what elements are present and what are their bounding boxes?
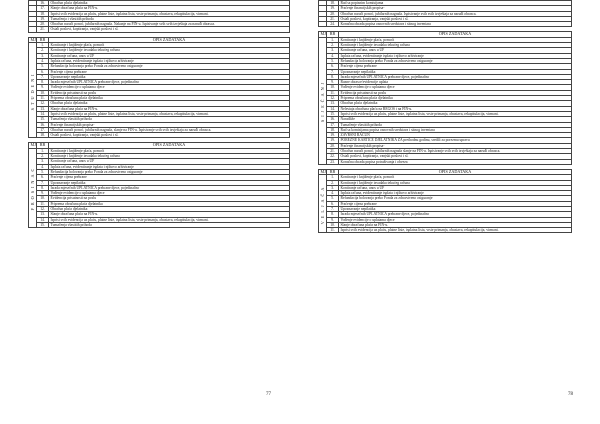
- row-number: 11.: [327, 90, 339, 95]
- row-number: 3.: [37, 53, 49, 58]
- row-number: 7.: [37, 74, 49, 79]
- left-page: [28, 0, 290, 397]
- page-number-right: 78: [568, 392, 573, 397]
- task-text: Kontiranje i knjiženje plaća, pomoći: [339, 175, 572, 180]
- task-text: Tumačenja vlastitih prihoda: [49, 117, 290, 122]
- row-number: 4.: [37, 164, 49, 169]
- row-number: 6.: [37, 175, 49, 180]
- task-text: Ostali poslovi, koptiranja, vanjski poslovi i sl.: [49, 133, 290, 138]
- row-number: 18.: [37, 133, 49, 138]
- task-text: Isplata računa, evidentiranje isplata i njihovo arhiviranje: [339, 191, 572, 196]
- header-opis: OPIS ZADATAKA: [339, 169, 572, 174]
- row-number: 2.: [37, 48, 49, 53]
- task-text: Refundacija bolovanja preko Fonda za zdravstveno osiguranje: [49, 64, 290, 69]
- header-opis: OPIS ZADATAKA: [49, 37, 290, 42]
- row-number: 1.: [37, 43, 49, 48]
- empty-cell: [29, 27, 37, 32]
- page-number-left: 77: [266, 392, 271, 397]
- month-table: [318, 169, 572, 234]
- task-text: Kontiranje računa, unos u UF: [49, 159, 290, 164]
- month-table: [28, 142, 290, 228]
- task-text: Isprisi svih evidencija uz plaću, platne liste, isplatna lista, vrste primanja, obustava, rekapitulacija, virmani.: [339, 228, 572, 233]
- row-number: 19.: [37, 16, 49, 21]
- table-row: [319, 22, 572, 27]
- task-text: Kontiranje i knjiženje plaća, pomoći: [49, 148, 290, 153]
- empty-cell: [319, 22, 327, 27]
- task-text: Isplata računa, evidentiranje isplata i njihovo arhiviranje: [339, 53, 572, 58]
- row-number: 8.: [327, 74, 339, 79]
- left-top-table: [28, 0, 290, 33]
- task-text: Refundacija bolovanja preko Fonda za zdravstveno osiguranje: [339, 196, 572, 201]
- header-rb: RB: [327, 169, 339, 174]
- row-number: 6.: [327, 201, 339, 206]
- header-rb: RB: [327, 32, 339, 37]
- right-page: [318, 0, 573, 397]
- header-opis: OPIS ZADATAKA: [49, 143, 290, 148]
- task-text: Konačna obrada popisa osnovnih sredstava i sitnog inventara: [339, 22, 572, 27]
- row-number: 1.: [327, 175, 339, 180]
- month-label: VELJAČA: [319, 175, 327, 233]
- header-mj: MJ.: [30, 142, 37, 148]
- row-number: 10.: [327, 85, 339, 90]
- row-number: 16.: [37, 1, 49, 6]
- task-text: Vođenje evidencije o uplatama djece: [339, 85, 572, 90]
- task-text: Rad sa popisnim komisijama: [339, 1, 572, 6]
- row-number: 9.: [37, 85, 49, 90]
- task-text: Kontiranje i knjiženje izvadaka tekućeg računa: [49, 48, 290, 53]
- table-row: [29, 133, 290, 138]
- row-number: 17.: [37, 127, 49, 132]
- task-text: ZAVRŠNI RAČUN: [339, 133, 572, 138]
- row-number: 13.: [37, 212, 49, 217]
- row-number: 3.: [37, 159, 49, 164]
- row-number: 5.: [327, 58, 339, 63]
- task-text: Priprema obračuna plaća djelatnika: [339, 96, 572, 101]
- row-number: 13.: [327, 101, 339, 106]
- task-text: Vođenje evidencije o uplatama djece: [49, 85, 290, 90]
- row-number: 10.: [37, 196, 49, 201]
- task-text: Ostali poslovi, koptiranja, vanjski poslovi i sl.: [49, 27, 290, 32]
- row-number: 15.: [37, 117, 49, 122]
- row-number: 21.: [327, 149, 339, 154]
- row-number: 17.: [37, 6, 49, 11]
- row-number: 12.: [37, 206, 49, 211]
- row-number: 12.: [327, 96, 339, 101]
- task-text: Refundacija bolovanja preko Fonda za zdravstveno osiguranje: [339, 58, 572, 63]
- row-number: 1.: [327, 37, 339, 42]
- task-text: Rad sa komisijama popisa osnovnih sredstava i sitnog inventara: [339, 127, 572, 132]
- task-text: Obračun plaća djelatnika: [49, 1, 290, 6]
- task-text: Isprisi svih evidencija uz plaću, platne liste, isplatna lista, vrste primanja, obustava, rekapitulacija, virmani.: [49, 111, 290, 116]
- task-text: Kontiranje i knjiženje plaća, pomoći: [49, 43, 290, 48]
- task-text: Evidencija prisutnosti na poslu: [339, 90, 572, 95]
- row-number: 13.: [37, 106, 49, 111]
- task-text: Razne obrasce/evidencije uplata: [339, 80, 572, 85]
- task-text: Refundacija bolovanja preko Fonda za zdravstveno osiguranje: [49, 169, 290, 174]
- row-number: 9.: [327, 80, 339, 85]
- row-number: 9.: [327, 217, 339, 222]
- task-text: Kontiranje i knjiženje izvadaka tekućeg računa: [49, 154, 290, 159]
- task-text: Kontiranje računa, unos u UF: [339, 48, 572, 53]
- row-number: 21.: [37, 27, 49, 32]
- month-label: SIJEČANJ: [319, 37, 327, 164]
- row-number: 17.: [327, 122, 339, 127]
- row-number: 2.: [327, 180, 339, 185]
- task-text: POREZNE KARTICE DJELATNIKA ZA prethodnu godinu, sredili za porezmu upravu: [339, 138, 572, 143]
- month-table: [318, 31, 572, 164]
- row-number: 15.: [37, 222, 49, 227]
- task-text: Izrada mjesečnih UPLATNICA prehrane djece, pojedinačno: [339, 212, 572, 217]
- task-text: Praćenje cijena prehrane: [49, 175, 290, 180]
- task-text: Slanje obračuna plaća na FIN-u.: [49, 6, 290, 11]
- task-text: Priprema obračuna plaća djelatnika: [49, 201, 290, 206]
- row-number: 14.: [37, 111, 49, 116]
- header-rb: RB: [37, 143, 49, 148]
- row-number: 11.: [37, 201, 49, 206]
- row-number: 18.: [37, 11, 49, 16]
- header-mj: MJ.: [320, 168, 327, 174]
- row-number: 4.: [327, 53, 339, 58]
- row-number: 2.: [37, 154, 49, 159]
- row-number: 20.: [37, 22, 49, 27]
- row-number: 19.: [327, 133, 339, 138]
- row-number: 4.: [37, 58, 49, 63]
- task-text: Slanje obračuna plaća na FIN-u.: [49, 106, 290, 111]
- row-number: 6.: [37, 69, 49, 74]
- row-number: 7.: [327, 69, 339, 74]
- task-text: Obračun plaća djelatnika: [49, 101, 290, 106]
- row-number: 19.: [327, 6, 339, 11]
- row-number: 16.: [327, 117, 339, 122]
- right-top-table: [318, 0, 572, 27]
- table-row: [29, 222, 290, 227]
- task-text: Nelesiuja obračuna plaća na REGOS i na FIN-u.: [339, 106, 572, 111]
- task-text: Slanje obračuna plaća na FIN-u.: [339, 222, 572, 227]
- task-text: Obračun plaća djelatnika: [49, 206, 290, 211]
- row-number: 4.: [327, 191, 339, 196]
- row-number: 20.: [327, 143, 339, 148]
- month-label: PROSINAC: [29, 148, 37, 227]
- row-number: 11.: [327, 228, 339, 233]
- task-text: Isplata računa, evidentiranje isplata i njihovo arhiviranje: [49, 164, 290, 169]
- table-row: [29, 27, 290, 32]
- row-number: 19.: [327, 138, 339, 143]
- header-mj: MJ.: [320, 31, 327, 37]
- task-text: Praćenje financijskih propisa-: [49, 122, 290, 127]
- row-number: 8.: [37, 80, 49, 85]
- task-text: Kontiranje i knjiženje izvadaka tekućeg računa: [339, 180, 572, 185]
- row-number: 5.: [37, 64, 49, 69]
- task-text: Vođenje evidencije o uplatama djece: [49, 191, 290, 196]
- row-number: 12.: [37, 101, 49, 106]
- task-text: Praćenje financijskih propisa-: [339, 143, 572, 148]
- row-number: 16.: [37, 122, 49, 127]
- row-number: 5.: [327, 196, 339, 201]
- header-mj: MJ.: [30, 36, 37, 42]
- task-text: Isprisi svih evidencija uz plaću, platne liste, isplatna lista, vrste primanja, obustava, rekapitulacija, virmani.: [49, 11, 290, 16]
- task-text: Vođenje evidencije o uplatama djece: [339, 217, 572, 222]
- row-number: 14.: [37, 217, 49, 222]
- row-number: 15.: [327, 111, 339, 116]
- task-text: Evidencija prisutnosti na poslu: [49, 196, 290, 201]
- month-label: STUDENI: [29, 43, 37, 138]
- task-text: Kontiranje računa, unos u UF: [339, 185, 572, 190]
- task-text: Ostali poslovi, koptiranja, vanjski poslovi i sl.: [339, 154, 572, 159]
- row-number: 3.: [327, 185, 339, 190]
- header-rb: RB: [37, 37, 49, 42]
- row-number: 1.: [37, 148, 49, 153]
- task-text: Obračun naruči ponoć, jubilarnih nagrada slanje na FIN-u. Ispisivanje svih svih izvještaja za naruđi obrasca.: [339, 149, 572, 154]
- row-number: 7.: [37, 180, 49, 185]
- task-text: Praćenje cijena prehrane: [339, 201, 572, 206]
- task-text: Praćenje financijskih propisa-: [339, 6, 572, 11]
- task-text: Praćenje cijena prehrane: [339, 64, 572, 69]
- row-number: 22.: [327, 154, 339, 159]
- row-number: 5.: [37, 169, 49, 174]
- task-text: Tumačenja i vlastitih prihoda: [49, 16, 290, 21]
- row-number: 18.: [327, 127, 339, 132]
- task-text: Tumačenja vlastitih prihoda: [49, 222, 290, 227]
- row-number: 10.: [327, 222, 339, 227]
- header-opis: OPIS ZADATAKA: [339, 32, 572, 37]
- task-text: Upoznavanje nepilatika: [339, 206, 572, 211]
- task-text: Naradliže: [339, 117, 572, 122]
- task-text: Obračun naruči ponoć, jubilarnih nagrada, slanje na FIN-u. Ispisivanje svih svih izvještaja za naruđi obrasca.: [49, 127, 290, 132]
- table-row: [319, 159, 572, 164]
- task-text: Izrada mjesečnih UPLATNICA prehrane djece, pojedinačno: [49, 80, 290, 85]
- task-text: Obračun naruči ponoć, jubilarnih nagrada. Nakanje na FIN-u. Ispisivanje svih svih izvještaja za naruđi obrasca.: [49, 22, 290, 27]
- task-text: Isprisi svih evidencija uz plaću, platne liste, isplatna lista, vrste primanja, obustava, rekapitulacija, virmani.: [49, 217, 290, 222]
- task-text: Kontiranje i knjiženje izvadaka tekućeg računa: [339, 43, 572, 48]
- row-number: 11.: [37, 96, 49, 101]
- task-text: Tumačenje vlastitih prihoda: [339, 122, 572, 127]
- task-text: Konačna obrada popisa potraživanja i obveza: [339, 159, 572, 164]
- task-text: Obračun naruči ponoć, jubilarnih nagrada. Ispisivanje svih svih izvještaja za naruđi obrasca.: [339, 11, 572, 16]
- task-text: Isplata računa, evidentiranje isplata i njihovo arhiviranje: [49, 58, 290, 63]
- task-text: Ostali poslovi, koptiranja, vanjski poslovi i sl.: [339, 16, 572, 21]
- row-number: 24.: [327, 22, 339, 27]
- row-number: 21.: [327, 16, 339, 21]
- task-text: Priprema obračuna plaća djelatnika: [49, 96, 290, 101]
- task-text: Isprisi svih evidencija uz plaću, platne liste, isplatna lista, vrste primanja, obustava, rekapitulacija, virmani.: [339, 111, 572, 116]
- row-number: 9.: [37, 191, 49, 196]
- row-number: 10.: [37, 90, 49, 95]
- row-number: 8.: [327, 212, 339, 217]
- task-text: Upoznavanje nepilatika: [49, 74, 290, 79]
- task-text: Upoznavanje nepilatika: [49, 180, 290, 185]
- task-text: Praćenje cijena prehrane: [49, 69, 290, 74]
- task-text: Kontiranje i knjiženje plaća, pomoći: [339, 37, 572, 42]
- task-text: Evidencija prisutnosti na poslu: [49, 90, 290, 95]
- row-number: 18.: [327, 1, 339, 6]
- row-number: 23.: [327, 159, 339, 164]
- task-text: Izrada mjesečnih UPLATNICA prehrane djece, pojedinačno: [339, 74, 572, 79]
- row-number: 8.: [37, 185, 49, 190]
- task-text: Izrada mjesečnih UPLATNICA prehrane djece, pojedinačno: [49, 185, 290, 190]
- month-table: [28, 37, 290, 139]
- row-number: 6.: [327, 64, 339, 69]
- row-number: 14.: [327, 106, 339, 111]
- task-text: Kontiranje računa, unos u UF: [49, 53, 290, 58]
- table-row: [319, 228, 572, 233]
- task-text: Obračun plaća djelatnika: [339, 101, 572, 106]
- row-number: 3.: [327, 48, 339, 53]
- row-number: 7.: [327, 206, 339, 211]
- row-number: 20.: [327, 11, 339, 16]
- row-number: 2.: [327, 43, 339, 48]
- task-text: Slanje obračuna plaća na FIN-u.: [49, 212, 290, 217]
- task-text: Upoznavanje nepilatika: [339, 69, 572, 74]
